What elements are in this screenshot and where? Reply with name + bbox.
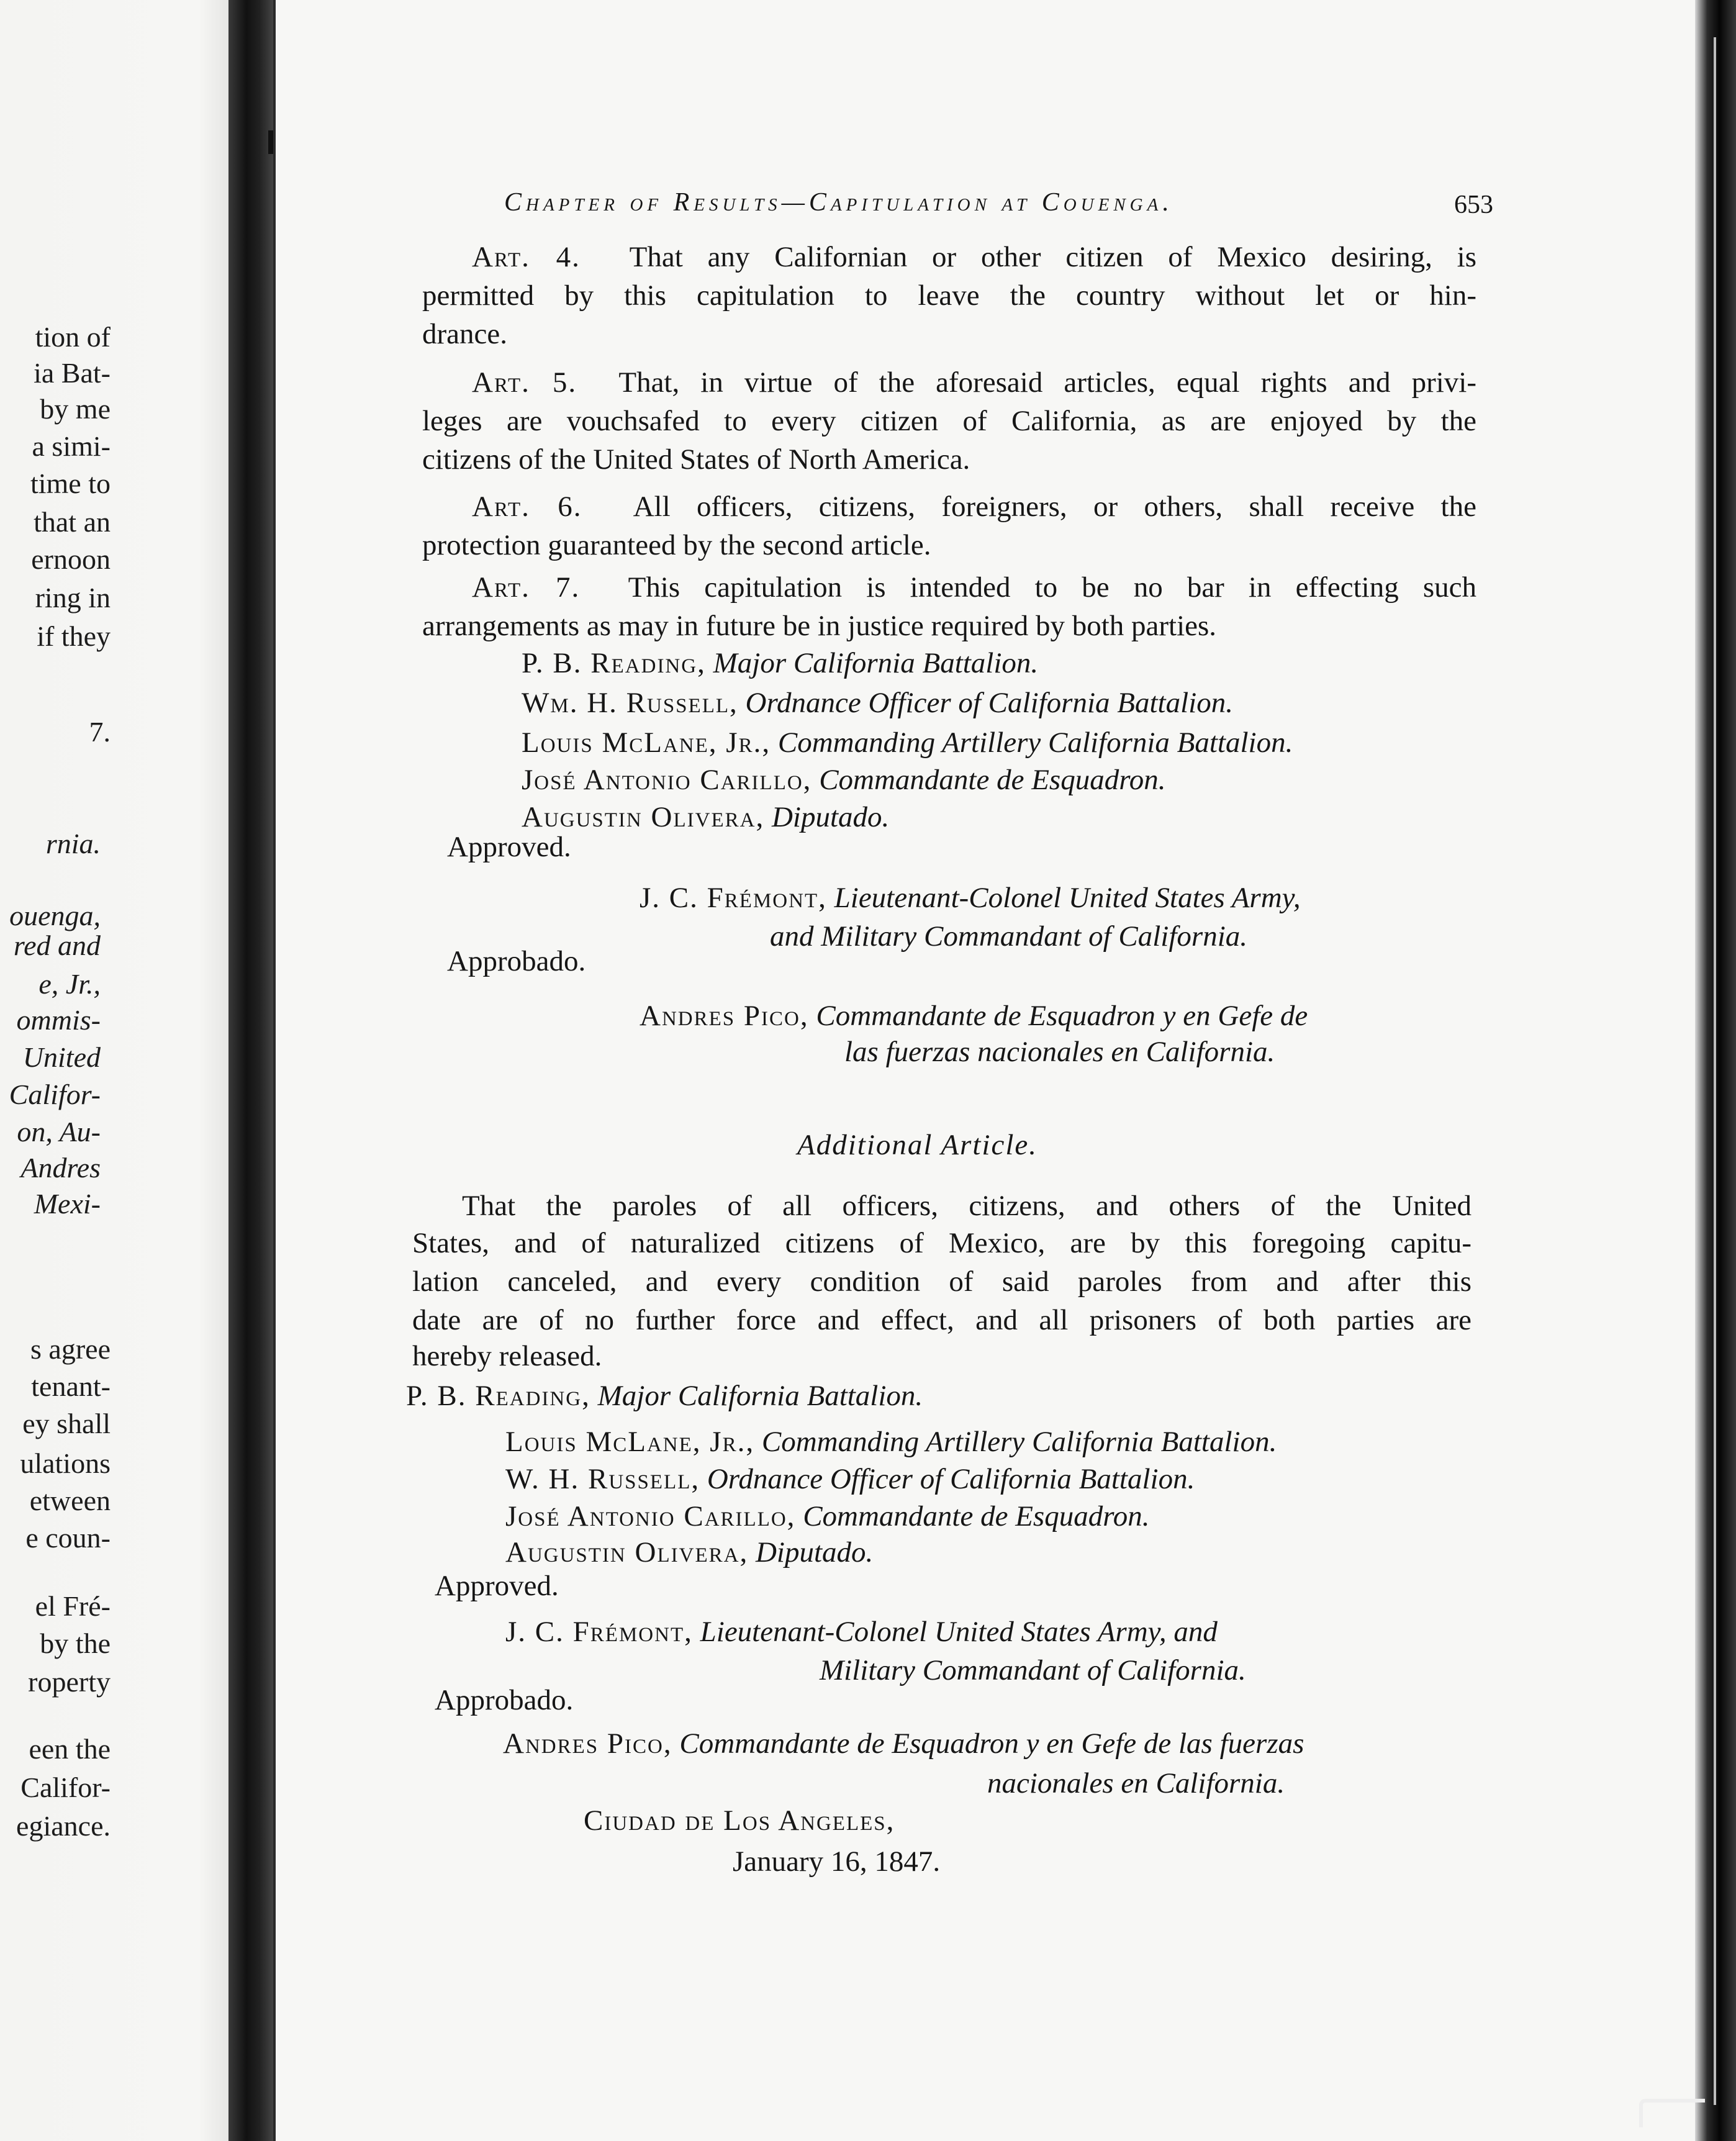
sig2-pico-title2: nacionales en California. <box>987 1767 1285 1799</box>
sig2-fremont <box>505 1616 1218 1648</box>
sig1-fremont-title2: and Military Commandant of California. <box>770 920 1248 953</box>
art4-line1 <box>472 241 1476 273</box>
art7-label: Art. 7. <box>472 571 581 604</box>
signatory-title: Commandante de Esquadron. <box>819 764 1166 796</box>
art6-line1 <box>472 491 1476 523</box>
left-page-text-fragment: e coun- <box>25 1522 111 1554</box>
signatory-name: Louis McLane, Jr., <box>522 726 771 759</box>
running-header: Chapter of Results—Capitulation at Couenga. <box>504 188 1173 217</box>
art7-text1: This capitulation is intended to be no bar in effecting such <box>628 571 1476 604</box>
left-page-text-fragment: Mexi- <box>34 1188 101 1220</box>
left-page-text-fragment: ernoon <box>31 543 111 575</box>
left-page-text-fragment: etween <box>29 1485 111 1516</box>
left-page-text-fragment: s agree <box>30 1333 111 1365</box>
art4-label: Art. 4. <box>472 241 581 273</box>
left-page-text-fragment: on, Au- <box>17 1116 101 1147</box>
art4-text1: That any Californian or other citizen of Mexico desiring, is <box>629 241 1476 273</box>
sig2-reading <box>406 1380 923 1412</box>
left-page-text-fragment: ey shall <box>22 1408 111 1439</box>
left-page-text-fragment: ring in <box>35 582 111 613</box>
additional-line5: hereby released. <box>412 1340 602 1372</box>
left-page-text-fragment: a simi- <box>32 430 111 462</box>
signatory-title: Major California Battalion. <box>597 1380 923 1412</box>
signatory-name: José Antonio Carillo, <box>505 1500 796 1532</box>
art4-line2: permitted by this capitulation to leave the country without let or hin- <box>422 279 1476 312</box>
left-page-text-fragment: ia Bat- <box>34 357 111 389</box>
left-page-text-fragment: red and <box>13 930 101 961</box>
dateline-date: January 16, 1847. <box>733 1845 941 1878</box>
signatory-title: Commandante de Esquadron. <box>803 1500 1150 1532</box>
signatory-name: Augustin Olivera, <box>505 1536 749 1568</box>
signatory-title: Ordnance Officer of California Battalion. <box>745 687 1233 719</box>
sig1-reading <box>522 647 1038 679</box>
sig2-mclane <box>505 1426 1277 1458</box>
right-edge-line <box>1714 37 1716 2105</box>
signatory-name: Andres Pico, <box>503 1727 672 1760</box>
signatory-title: Diputado. <box>755 1536 874 1568</box>
left-page-text-fragment: if they <box>37 620 111 652</box>
sig1-approved: Approved. <box>447 831 571 863</box>
art5-label: Art. 5. <box>472 366 577 399</box>
left-page-text-fragment: 7. <box>89 716 111 748</box>
left-page-text-fragment: ouenga, <box>9 900 101 931</box>
signatory-name: Louis McLane, Jr., <box>505 1426 755 1458</box>
art4-line3: drance. <box>422 318 507 350</box>
signatory-title: Major California Battalion. <box>713 647 1039 679</box>
signatory-name: P. B. Reading, <box>522 647 706 679</box>
art5-line2: leges are vouchsafed to every citizen of California, as are enjoyed by the <box>422 405 1476 437</box>
signatory-title: Lieutenant-Colonel United States Army, and <box>700 1616 1218 1648</box>
signatory-title: Commanding Artillery California Battalion. <box>777 726 1293 759</box>
additional-line1: That the paroles of all officers, citizens, and others of the United <box>462 1190 1472 1222</box>
additional-line3: lation canceled, and every condition of said paroles from and after this <box>412 1265 1472 1298</box>
signatory-name: J. C. Frémont, <box>505 1616 693 1648</box>
left-page-text-fragment: Andres <box>20 1152 101 1184</box>
left-page-text-fragment: roperty <box>28 1666 111 1698</box>
signatory-title: Commandante de Esquadron y en Gefe de <box>816 1000 1308 1032</box>
additional-article-heading: Additional Article. <box>797 1129 1038 1161</box>
left-page-text-fragment: Califor- <box>20 1772 111 1803</box>
left-page-text-fragment: rnia. <box>45 828 101 859</box>
signatory-name: Wm. H. Russell, <box>522 687 738 719</box>
additional-line2: States, and of naturalized citizens of Mexico, are by this foregoing capitu- <box>412 1227 1472 1259</box>
dateline-place: Ciudad de Los Angeles, <box>584 1804 895 1837</box>
art6-line2: protection guaranteed by the second article. <box>422 529 931 561</box>
additional-line4: date are of no further force and effect, and all prisoners of both parties are <box>412 1304 1472 1336</box>
sig1-mclane <box>522 726 1293 759</box>
art5-text1: That, in virtue of the aforesaid articles, equal rights and privi- <box>618 366 1476 399</box>
sig2-fremont-title2: Military Commandant of California. <box>820 1654 1246 1686</box>
left-page-text-fragment: een the <box>29 1733 111 1765</box>
sig1-approbado: Approbado. <box>447 945 586 977</box>
left-page-text-fragment: United <box>22 1041 101 1073</box>
signatory-name: J. C. Frémont, <box>640 882 827 914</box>
art5-line1 <box>472 366 1476 399</box>
signatory-title: Lieutenant-Colonel United States Army, <box>834 882 1301 914</box>
signatory-name: Augustin Olivera, <box>522 801 765 833</box>
left-page-text-fragment: egiance. <box>16 1810 111 1842</box>
sig2-approbado: Approbado. <box>435 1684 574 1716</box>
left-page-text-fragment: by me <box>40 393 111 425</box>
page-number: 653 <box>1454 191 1493 219</box>
art7-line1 <box>472 571 1476 604</box>
left-page-text-fragment: that an <box>34 506 111 538</box>
sig2-olivera <box>505 1536 873 1568</box>
art5-line3: citizens of the United States of North America. <box>422 443 970 476</box>
signatory-title: Ordnance Officer of California Battalion. <box>707 1463 1195 1495</box>
left-page-text-fragment: el Fré- <box>35 1590 111 1622</box>
page-653 <box>273 0 1695 2141</box>
art6-label: Art. 6. <box>472 491 582 523</box>
art6-text1: All officers, citizens, foreigners, or others, shall receive the <box>633 491 1476 523</box>
sig2-carillo <box>505 1500 1150 1532</box>
left-facing-page <box>0 0 248 2141</box>
signatory-name: José Antonio Carillo, <box>522 764 812 796</box>
signatory-name: W. H. Russell, <box>505 1463 700 1495</box>
art7-line2: arrangements as may in future be in justice required by both parties. <box>422 610 1217 642</box>
sig2-pico <box>503 1727 1304 1760</box>
left-page-text-fragment: ommis- <box>16 1004 101 1036</box>
left-page-text-fragment: e, Jr., <box>38 968 101 1000</box>
signatory-title: Diputado. <box>771 801 890 833</box>
sig1-olivera <box>522 801 889 833</box>
book-gutter <box>228 0 273 2141</box>
left-page-text-fragment: tion of <box>35 321 111 353</box>
sig1-fremont <box>640 882 1301 914</box>
left-page-text-fragment: tenant- <box>31 1370 111 1402</box>
sig2-russell <box>505 1463 1195 1495</box>
sig1-carillo <box>522 764 1166 796</box>
left-page-text-fragment: Califor- <box>9 1079 101 1110</box>
sig1-russell <box>522 687 1233 719</box>
signatory-title: Commanding Artillery California Battalion. <box>761 1426 1277 1458</box>
signatory-name: P. B. Reading, <box>406 1380 590 1412</box>
sig2-approved: Approved. <box>435 1570 559 1602</box>
sig1-pico-title2: las fuerzas nacionales en California. <box>844 1036 1275 1068</box>
left-page-text-fragment: time to <box>30 468 111 499</box>
left-page-text-fragment: ulations <box>20 1447 111 1479</box>
signatory-title: Commandante de Esquadron y en Gefe de las fuerzas <box>679 1727 1304 1760</box>
left-page-text-fragment: by the <box>40 1627 111 1659</box>
scan-corner-mark <box>1639 2099 1705 2127</box>
signatory-name: Andres Pico, <box>640 1000 809 1032</box>
sig1-pico <box>640 1000 1308 1032</box>
